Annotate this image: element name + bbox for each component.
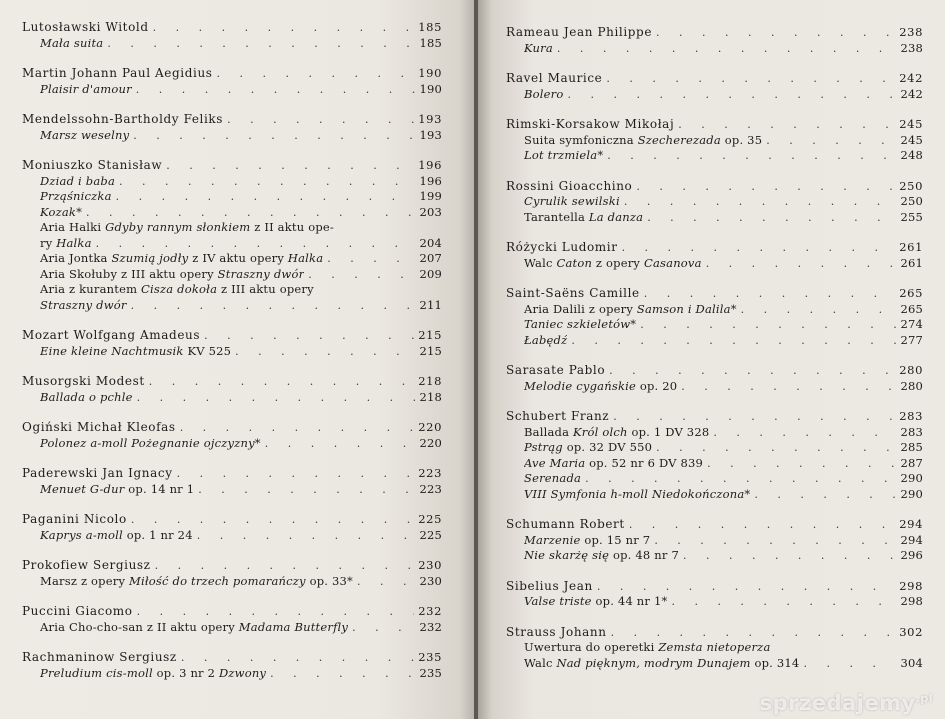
composer-line [22,558,442,574]
composer-line-title: Ravel Maurice [506,71,603,85]
toc-entry [22,420,442,451]
work-line-title: Kura [524,40,553,55]
page-number: 255 [900,209,923,224]
composer-line-title: Rameau Jean Philippe [506,25,653,39]
work-line [506,594,923,610]
toc-entry [506,286,923,348]
leader-dots [149,20,415,36]
leader-dots [799,656,896,672]
work-line [506,302,923,318]
composer-line [22,20,442,36]
leader-dots [112,189,416,205]
leader-dots [200,328,414,344]
page-number: 232 [419,619,442,634]
page-number: 285 [900,440,923,454]
leader-dots [115,174,415,190]
page-number: 230 [418,558,442,572]
leader-dots [737,302,897,318]
work-line-title: Valse triste op. 44 nr 1* [524,594,668,608]
page-number: 280 [899,363,923,377]
composer-line-title: Sibelius Jean [506,578,593,593]
leader-dots [605,363,895,379]
work-line [506,656,923,672]
work-line-title: Walc Nad pięknym, modrym Dunajem op. 314 [524,655,800,670]
leader-dots [702,256,897,272]
toc-entry [506,117,923,164]
leader-dots [636,317,896,333]
leader-dots [129,128,415,144]
toc-entry [506,517,923,564]
toc-entry [506,25,923,56]
work-line [22,205,442,221]
toc-entry [506,240,923,271]
toc-entry [506,409,923,502]
toc-entry [22,604,442,635]
toc-entry [22,66,442,97]
composer-line [22,374,442,390]
toc-entry [22,466,442,497]
work-line [506,548,923,564]
leader-dots [223,112,414,128]
composer-line [506,71,923,87]
work-line [506,194,923,210]
composer-line-title: Moniuszko Stanisław [22,158,163,172]
work-line [506,333,923,349]
composer-line-title: Rossini Gioacchino [506,178,633,193]
page-number: 294 [899,517,923,531]
leader-dots [231,344,415,360]
leader-dots [151,558,415,574]
work-line-title: Kaprys a-moll op. 1 nr 24 [40,527,193,542]
work-line-title: Łabędź [524,332,568,347]
watermark [760,691,933,715]
work-line [506,148,923,164]
page-number: 250 [900,194,923,208]
composer-line-title: Schubert Franz [506,409,610,423]
page-number: 232 [418,604,442,618]
composer-line-title: Prokofiew Sergiusz [22,558,151,572]
composer-line [22,158,442,174]
work-line [506,41,923,57]
leader-dots [603,148,896,164]
composer-line-title: Martin Johann Paul Aegidius [22,66,213,80]
work-line [22,666,442,682]
work-line-title: Ballada o pchle [40,389,133,404]
leader-dots [145,374,414,390]
leader-dots [194,482,415,498]
right-page [478,0,945,719]
work-line [22,36,442,52]
page-number: 238 [900,40,923,55]
leader-dots [82,205,415,221]
work-line-title: Melodie cygańskie op. 20 [524,378,678,393]
composer-line [22,466,442,482]
work-line [22,436,442,452]
leader-dots [679,548,896,564]
toc-entry [506,363,923,394]
work-line [506,640,923,656]
toc-entry [22,328,442,359]
page-number: 290 [900,471,923,485]
watermark-suffix: .pl [915,692,933,705]
leader-dots [618,240,896,256]
work-line-title: Dziad i baba [40,173,115,188]
page-number: 290 [900,486,923,501]
composer-line-title: Mendelssohn-Bartholdy Feliks [22,112,224,126]
toc-entry [506,179,923,226]
composer-line [22,66,442,82]
leader-dots [750,487,896,503]
page-number: 242 [899,71,923,85]
page-number: 225 [419,527,442,542]
work-line-title: ry Halka [40,235,92,250]
leader-dots [173,466,415,482]
page-number: 238 [899,25,923,39]
toc-entry [22,558,442,589]
toc-entry [22,158,442,313]
composer-line-title: Ogiński Michał Kleofas [22,420,176,434]
work-line-title: Aria Dalili z opery Samson i Dalila* [524,301,737,316]
leader-dots [652,25,895,41]
work-line [22,344,442,360]
work-line-title: Taniec szkieletów* [524,317,637,331]
leader-dots [348,620,415,636]
work-line-title: Ballada Król olch op. 1 DV 328 [524,424,710,439]
work-line [506,256,923,272]
composer-line [22,328,442,344]
work-line [22,82,442,98]
work-line-title: Marsz weselny [40,127,130,142]
work-line-title: Aria z kurantem Cisza dokoła z III aktu opery [40,282,314,296]
page-number: 298 [900,594,923,608]
page-number: 185 [419,35,442,50]
page-number: 242 [900,86,923,101]
work-line-title: Serenada [524,471,582,485]
leader-dots [643,210,896,226]
work-line [22,251,442,267]
work-line-title: Plaisir d'amour [40,81,132,96]
leader-dots [652,440,896,456]
composer-line [506,579,923,595]
page-number: 204 [419,235,442,250]
work-line [22,189,442,205]
composer-line [22,650,442,666]
page-number: 294 [900,532,923,547]
page-number: 230 [419,573,442,588]
page-number: 193 [418,112,442,126]
page-number: 250 [899,178,923,193]
composer-line-title: Strauss Johann [506,624,607,639]
leader-dots [92,236,416,252]
composer-line-title: Saint-Saëns Camille [506,286,640,300]
composer-line [506,25,923,41]
leader-dots [133,604,415,620]
work-line-title: Walc Caton z opery Casanova [524,255,702,270]
work-line-title: Aria Cho-cho-san z II aktu opery Madama Butterfly [40,619,349,634]
work-line [506,471,923,487]
composer-line [506,117,923,133]
leader-dots [607,625,896,641]
leader-dots [193,528,416,544]
leader-dots [667,594,896,610]
work-line-title: Eine kleine Nachtmusik KV 525 [40,343,232,358]
watermark-text: sprzedajemy [759,691,916,715]
work-line-title: Bolero [524,86,564,101]
work-line-title: VIII Symfonia h-moll Niedokończona* [524,486,751,501]
work-line-title: Menuet G-dur op. 14 nr 1 [40,481,195,496]
page-number: 225 [418,512,442,526]
page-number: 277 [900,332,923,347]
work-line-title: Mała suita [40,35,104,50]
page-number: 245 [899,117,923,131]
page-number: 223 [419,481,442,496]
page-number: 220 [419,435,442,450]
work-line [506,87,923,103]
page-number: 296 [900,548,923,562]
page-number: 283 [900,424,923,439]
leader-dots [640,286,896,302]
toc-entry [22,512,442,543]
toc-entry [506,625,923,672]
work-line [22,128,442,144]
work-line [22,298,442,314]
composer-line [506,286,923,302]
page-number: 283 [899,409,923,423]
work-line [506,133,923,149]
leader-dots [563,87,896,103]
leader-dots [602,71,895,87]
work-line-title: Marsz z opery Miłość do trzech pomarańczy op. 33* [40,573,353,588]
work-line [506,317,923,333]
leader-dots [553,41,897,57]
composer-line [506,363,923,379]
toc-entry [506,579,923,610]
composer-line-title: Schumann Robert [506,517,625,531]
page-number: 287 [900,455,923,470]
work-line [506,533,923,549]
work-line [22,267,442,283]
page-number: 203 [419,204,442,219]
composer-line-title: Rachmaninow Sergiusz [22,650,177,664]
page-number: 235 [418,650,442,664]
page-number: 196 [418,158,442,172]
work-line [22,282,442,298]
page-number: 207 [419,251,442,265]
composer-line-title: Różycki Ludomir [506,240,618,254]
leader-dots [127,512,414,528]
leader-dots [677,379,896,395]
leader-dots [567,333,896,349]
toc-entry [22,374,442,405]
work-line [506,440,923,456]
page-number: 185 [418,20,442,34]
work-line [506,487,923,503]
work-line [22,390,442,406]
leader-dots [674,117,895,133]
composer-line [22,512,442,528]
work-line-title: Straszny dwór [40,297,127,312]
leader-dots [176,420,415,436]
work-line [506,379,923,395]
composer-line [22,420,442,436]
toc-entry [506,71,923,102]
composer-line-title: Sarasate Pablo [506,363,606,377]
page-number: 261 [899,240,923,254]
page-number: 302 [899,624,923,639]
page-number: 215 [418,328,442,342]
work-line-title: Tarantella La danza [524,209,644,224]
page-number: 209 [419,266,442,281]
leader-dots [353,574,415,590]
page-number: 199 [419,189,442,203]
leader-dots [132,82,416,98]
composer-line [22,604,442,620]
composer-line-title: Puccini Giacomo [22,604,133,618]
work-line-title: Preludium cis-moll op. 3 nr 2 Dzwony [40,665,267,680]
work-line [22,620,442,636]
composer-line [506,625,923,641]
leader-dots [261,436,416,452]
leader-dots [709,425,896,441]
leader-dots [323,251,415,267]
work-line-title: Prząśniczka [40,189,112,203]
page-number: 298 [899,578,923,593]
toc-entry [22,650,442,681]
leader-dots [625,517,895,533]
leader-dots [304,267,415,283]
work-line-title: Kozak* [40,204,83,219]
work-line-title: Uwertura do operetki Zemsta nietoperza [524,640,771,654]
page-number: 215 [419,343,442,358]
leader-dots [703,456,896,472]
leader-dots [620,194,897,210]
composer-line [506,517,923,533]
work-line-title: Lot trzmiela* [524,148,604,162]
page-number: 235 [419,665,442,680]
work-line [506,425,923,441]
toc-entry [22,112,442,143]
work-line [22,220,442,236]
composer-line-title: Lutosławski Witold [22,20,149,34]
toc-entry [22,20,442,51]
leader-dots [632,179,895,195]
page-number: 220 [418,420,442,434]
work-line [22,574,442,590]
work-line [506,456,923,472]
leader-dots [177,650,414,666]
page-number: 218 [418,374,442,388]
work-line-title: Aria Jontka Szumią jodły z IV aktu opery Halka [40,251,324,265]
page-number: 193 [419,127,442,142]
work-line [506,210,923,226]
leader-dots [593,579,895,595]
composer-line-title: Musorgski Modest [22,374,145,388]
work-line-title: Marzenie op. 15 nr 7 [524,532,651,547]
leader-dots [581,471,896,487]
page-number: 248 [900,148,923,162]
leader-dots [162,158,414,174]
work-line [22,174,442,190]
composer-line-title: Mozart Wolfgang Amadeus [22,328,201,342]
leader-dots [609,409,895,425]
work-line [22,482,442,498]
composer-line-title: Paderewski Jan Ignacy [22,466,173,480]
page-number: 274 [900,317,923,331]
leader-dots [213,66,415,82]
page-number: 211 [419,297,442,312]
page-number: 304 [900,655,923,670]
page-number: 223 [418,466,442,480]
work-line [22,236,442,252]
work-line-title: Aria Halki Gdyby rannym słonkiem z II aktu ope- [40,220,334,234]
page-number: 190 [419,81,442,96]
composer-line [506,240,923,256]
leader-dots [127,298,416,314]
page-number: 218 [419,389,442,404]
work-line-title: Ave Maria op. 52 nr 6 DV 839 [524,455,704,470]
leader-dots [762,133,896,149]
work-line-title: Aria Skołuby z III aktu opery Straszny dwór [40,266,305,281]
work-line-title: Cyrulik sewilski [524,194,620,208]
leader-dots [133,390,416,406]
page-number: 265 [900,301,923,316]
composer-line-title: Paganini Nicolo [22,512,127,526]
page-number: 261 [900,255,923,270]
work-line-title: Polonez a-moll Pożegnanie ojczyzny* [40,435,261,450]
composer-line [506,179,923,195]
work-line-title: Suita symfoniczna Szecherezada op. 35 [524,132,763,147]
work-line [22,528,442,544]
composer-line [506,409,923,425]
composer-line-title: Rimski-Korsakow Mikołaj [506,117,675,131]
page-number: 245 [900,132,923,147]
composer-line [22,112,442,128]
work-line-title: Pstrąg op. 32 DV 550 [524,440,653,454]
page-number: 190 [418,66,442,80]
page-number: 196 [419,173,442,188]
leader-dots [103,36,415,52]
page-number: 265 [899,286,923,300]
leader-dots [266,666,415,682]
page-number: 280 [900,378,923,393]
work-line-title: Nie skarżę się op. 48 nr 7 [524,548,679,562]
leader-dots [650,533,896,549]
